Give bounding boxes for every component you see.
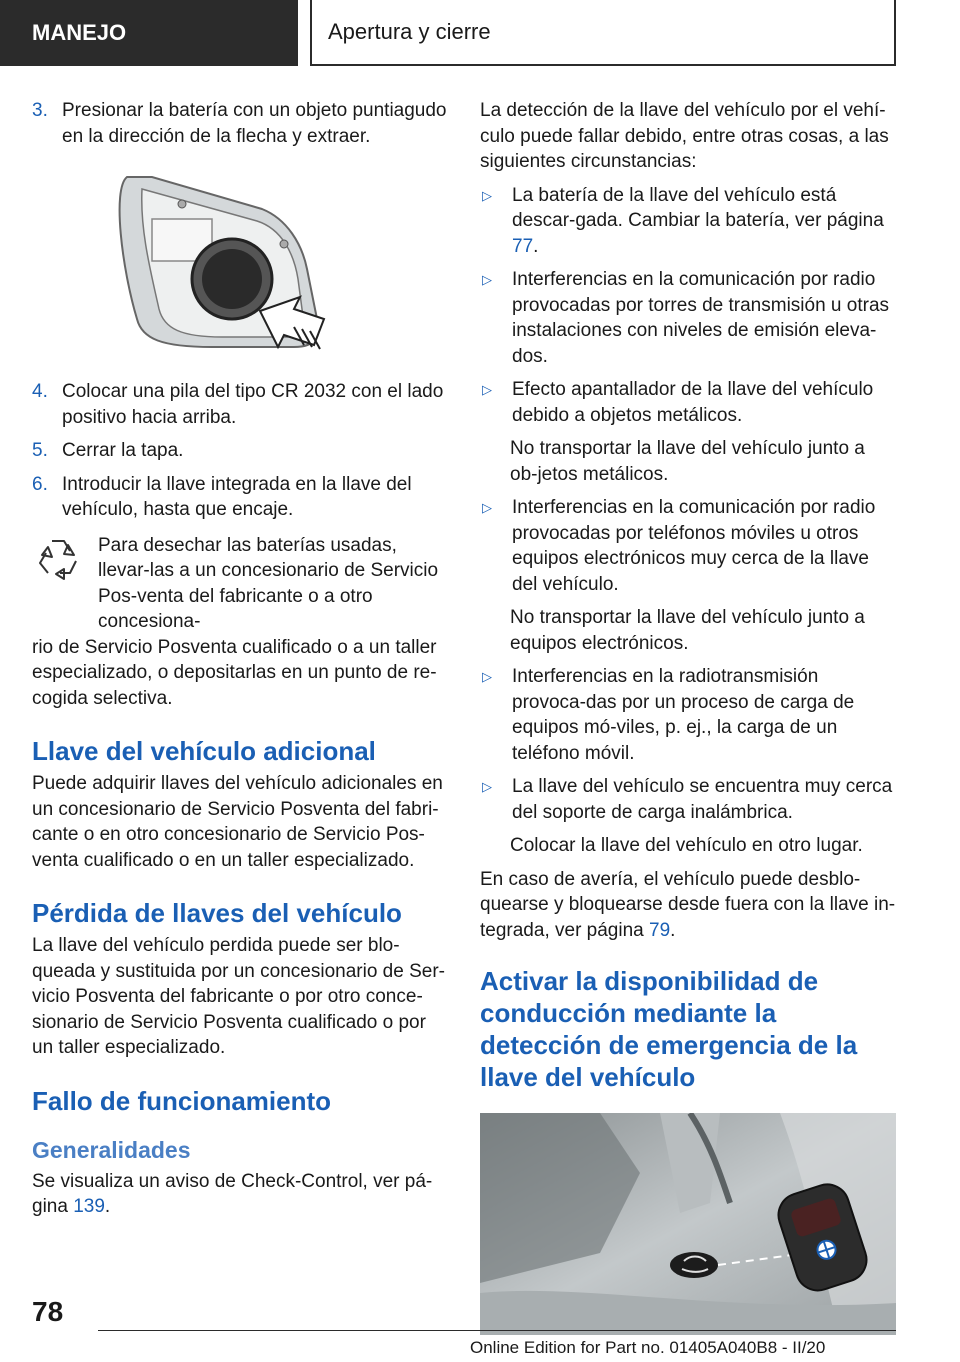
step-text: Presionar la batería con un objeto puntiagudo en la dirección de la flecha y extraer. <box>62 100 447 147</box>
bullet-item <box>480 495 896 597</box>
bullet-item <box>480 183 896 260</box>
detection-intro: La detección de la llave del vehículo por el vehí-culo puede fallar debido, entre otras cosas, a las siguientes circunstancias: <box>480 100 889 172</box>
header-section-label: MANEJO <box>0 0 298 66</box>
bullet-text: La batería de la llave del vehículo está descar-gada. Cambiar la batería, ver página 77. <box>512 184 884 257</box>
malfunction-body-suffix: . <box>104 1196 111 1217</box>
heading-additional-key: Llave del vehículo adicional <box>32 736 376 766</box>
step-number: 6. <box>32 473 48 495</box>
triangle-bullet-icon: ▷ <box>482 669 492 684</box>
bullet-text: Interferencias en la radiotransmisión provoca-das por un proceso de carga de equipos mó-viles, p. ej., la carga de un teléfono móvil. <box>512 666 855 764</box>
footer-divider <box>98 1330 896 1331</box>
bullet-item <box>480 664 896 766</box>
step-text: Colocar una pila del tipo CR 2032 con el lado positivo hacia arriba. <box>62 381 444 428</box>
page-link-77[interactable]: 77 <box>512 235 534 257</box>
triangle-bullet-icon: ▷ <box>482 779 492 794</box>
page-link-79[interactable]: 79 <box>649 919 671 941</box>
page-number: 78 <box>32 1296 64 1327</box>
triangle-bullet-icon: ▷ <box>482 187 492 203</box>
additional-key-body: Puede adquirir llaves del vehículo adicionales en un concesionario de Servicio Posventa del fabri-cante o en otro concesionario de Servicio Pos-venta cualificado o en un taller especializado. <box>32 773 443 871</box>
triangle-bullet-icon: ▷ <box>482 272 492 287</box>
bullet-note: No transportar la llave del vehículo junto a ob-jetos metálicos. <box>510 438 865 485</box>
step-item <box>32 379 448 430</box>
bullet-text: Efecto apantallador de la llave del vehículo debido a objetos metálicos. <box>512 379 874 426</box>
left-column <box>32 98 448 1220</box>
step-item <box>32 98 448 149</box>
key-battery-illustration <box>32 169 448 359</box>
step-number: 3. <box>32 100 48 121</box>
triangle-bullet-icon: ▷ <box>482 500 492 515</box>
bullet-note: No transportar la llave del vehículo junto a equipos electrónicos. <box>510 607 865 654</box>
bullet-note: Colocar la llave del vehículo en otro lugar. <box>510 835 863 856</box>
recycling-note-rest: rio de Servicio Posventa cualificado o a un taller especializado, o depositarlas en un punto de re-cogida selectiva. <box>32 636 437 709</box>
malfunction-body <box>32 1169 448 1220</box>
step-text: Introducir la llave integrada en la llave del vehículo, hasta que encaje. <box>62 473 412 520</box>
bullet-item <box>480 377 896 428</box>
key-loss-body: La llave del vehículo perdida puede ser blo-queada y sustituida por un concesionario de Ser-vicio Posventa del fabricante o por otro conce-sionario de Servicio Posventa cualificado o por un taller especializado. <box>32 935 445 1058</box>
emergency-unlock-text: En caso de avería, el vehículo puede desblo-quearse y bloquearse desde fuera con la llave in-tegrada, ver página 79. <box>480 868 896 941</box>
subheading-general: Generalidades <box>32 1136 191 1163</box>
bullet-text: Interferencias en la comunicación por radio provocadas por teléfonos móviles u otros equipos electrónicos muy cerca de la llave del vehículo. <box>512 497 876 595</box>
bullet-text: Interferencias en la comunicación por radio provocadas por torres de transmisión u otras instalaciones con niveles de emisión eleva-dos. <box>512 269 890 367</box>
footer-edition: Online Edition for Part no. 01405A040B8 - II/20 <box>470 1338 826 1357</box>
step-item <box>32 438 448 464</box>
step-item <box>32 472 448 523</box>
recycling-note-top: Para desechar las baterías usadas, llevar-las a un concesionario de Servicio Pos-venta del fabricante o a otro concesiona- <box>98 534 439 632</box>
recycle-icon <box>32 533 98 635</box>
recycling-note <box>32 533 448 635</box>
triangle-bullet-icon: ▷ <box>482 382 492 397</box>
bullet-item <box>480 267 896 369</box>
bullet-item <box>480 774 896 825</box>
malfunction-body-text: Se visualiza un aviso de Check-Control, ver pá-gina <box>32 1170 433 1217</box>
step-number: 5. <box>32 440 48 461</box>
header-chapter-title: Apertura y cierre <box>310 0 896 66</box>
bullet-text: La llave del vehículo se encuentra muy cerca del soporte de carga inalámbrica. <box>512 776 893 823</box>
step-number: 4. <box>32 381 48 402</box>
step-text: Cerrar la tapa. <box>62 440 184 461</box>
heading-emergency-detection: Activar la disponibilidad de conducción mediante la detección de emergencia de la llave del vehículo <box>480 966 858 1092</box>
heading-malfunction: Fallo de funcionamiento <box>32 1085 332 1116</box>
right-column <box>480 98 896 1335</box>
heading-key-loss: Pérdida de llaves del vehículo <box>32 898 402 928</box>
page-link-139[interactable]: 139 <box>73 1196 105 1217</box>
key-emergency-detection-photo <box>480 1113 896 1335</box>
